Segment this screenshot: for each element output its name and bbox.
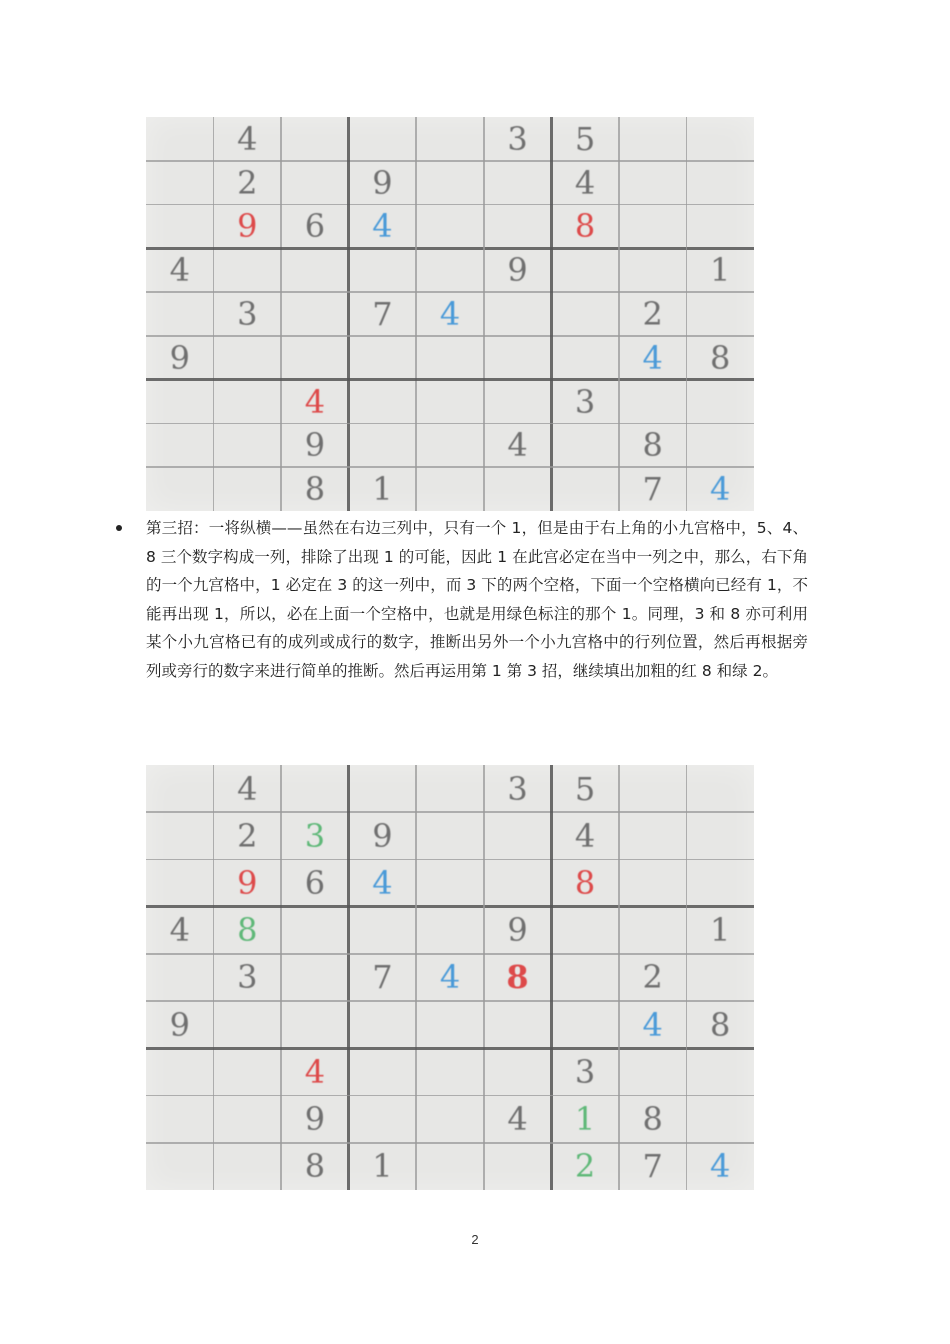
sudoku-digit: 4 (642, 338, 663, 377)
sudoku-digit: 1 (372, 470, 393, 509)
page-number: 2 (471, 1232, 479, 1247)
sudoku-digit: 8 (710, 1005, 731, 1044)
sudoku-puzzle-image-2 (146, 765, 754, 1190)
sudoku-digit: 3 (574, 1052, 596, 1091)
sudoku-digit: 7 (372, 294, 393, 333)
sudoku-digit: 4 (507, 1100, 528, 1139)
sudoku-digit: 7 (372, 958, 393, 997)
sudoku-digit: 8 (506, 958, 529, 997)
sudoku-digit: 4 (574, 163, 596, 202)
sudoku-digit: 2 (642, 958, 663, 997)
sudoku-digit: 9 (304, 426, 326, 465)
sudoku-digit: 4 (574, 816, 596, 855)
sudoku-digit: 9 (372, 163, 393, 202)
sudoku-digit: 1 (710, 251, 731, 290)
sudoku-digit: 4 (304, 382, 326, 421)
sudoku-digit: 3 (507, 119, 528, 158)
sudoku-digit: 8 (710, 338, 731, 377)
sudoku-digit: 1 (574, 1100, 596, 1139)
sudoku-digit: 8 (574, 864, 596, 903)
sudoku-digit: 9 (372, 816, 393, 855)
sudoku-digit: 4 (710, 1147, 731, 1186)
sudoku-digit: 2 (642, 294, 663, 333)
sudoku-digit: 9 (507, 251, 528, 290)
sudoku-digit: 4 (439, 958, 461, 997)
sudoku-digit: 7 (642, 470, 663, 509)
sudoku-digit: 9 (169, 338, 190, 377)
sudoku-digit: 3 (304, 816, 326, 855)
sudoku-digit: 8 (642, 426, 663, 465)
sudoku-digit: 4 (439, 294, 461, 333)
sudoku-digit: 5 (574, 769, 596, 808)
sudoku-digit: 6 (304, 864, 326, 903)
sudoku-digit: 9 (507, 911, 528, 950)
explanation-paragraph: 第三招：一将纵横——虽然在右边三列中，只有一个 1，但是由于右上角的小九宫格中，5、4、8 三个数字构成一列，排除了出现 1 的可能，因此 1 在此宫必定在当中一列之中，那么，右下角的一个九宫格中，1 必定在 3 的这一列中，而 3 下的两个空格，下面一个空格横向已经有 1，不能再出现 1，所以，必在上面一个空格中，也就是用绿色标注的那个 1。同理，3 和 8 亦可利用某个小九宫格已有的成列或成行的数字，推断出另外一个小九宫格中的行列位置，然后再根据旁列或旁行的数字来进行简单的推断。然后再运用第 1 第 3 招，继续填出加粗的红 8 和绿 2。 (146, 519, 808, 680)
sudoku-digit: 8 (237, 911, 258, 950)
sudoku-digit: 2 (237, 163, 258, 202)
bullet-marker (116, 525, 122, 531)
sudoku-digit: 5 (574, 119, 596, 158)
sudoku-digit: 3 (507, 769, 528, 808)
sudoku-digit: 4 (169, 911, 190, 950)
sudoku-digit: 7 (642, 1147, 663, 1186)
sudoku-digit: 4 (372, 207, 393, 246)
sudoku-digit: 8 (642, 1100, 663, 1139)
sudoku-digit: 4 (237, 769, 258, 808)
sudoku-digit: 1 (372, 1147, 393, 1186)
sudoku-digit: 9 (169, 1005, 190, 1044)
sudoku-digit: 8 (304, 1147, 326, 1186)
sudoku-digit: 9 (304, 1100, 326, 1139)
sudoku-digit: 3 (237, 294, 258, 333)
sudoku-digit: 4 (642, 1005, 663, 1044)
sudoku-digit: 3 (237, 958, 258, 997)
sudoku-puzzle-image-1 (146, 117, 754, 511)
sudoku-digit: 4 (304, 1052, 326, 1091)
sudoku-digit: 4 (237, 119, 258, 158)
sudoku-digit: 8 (574, 207, 596, 246)
sudoku-digit: 8 (304, 470, 326, 509)
sudoku-digit: 6 (304, 207, 326, 246)
sudoku-digit: 9 (237, 207, 258, 246)
sudoku-digit: 4 (169, 251, 190, 290)
sudoku-digit: 3 (574, 382, 596, 421)
sudoku-digit: 4 (372, 864, 393, 903)
sudoku-digit: 4 (507, 426, 528, 465)
sudoku-digit: 2 (574, 1147, 596, 1186)
sudoku-digit: 4 (710, 470, 731, 509)
sudoku-digit: 1 (710, 911, 731, 950)
sudoku-digit: 9 (237, 864, 258, 903)
sudoku-digit: 2 (237, 816, 258, 855)
